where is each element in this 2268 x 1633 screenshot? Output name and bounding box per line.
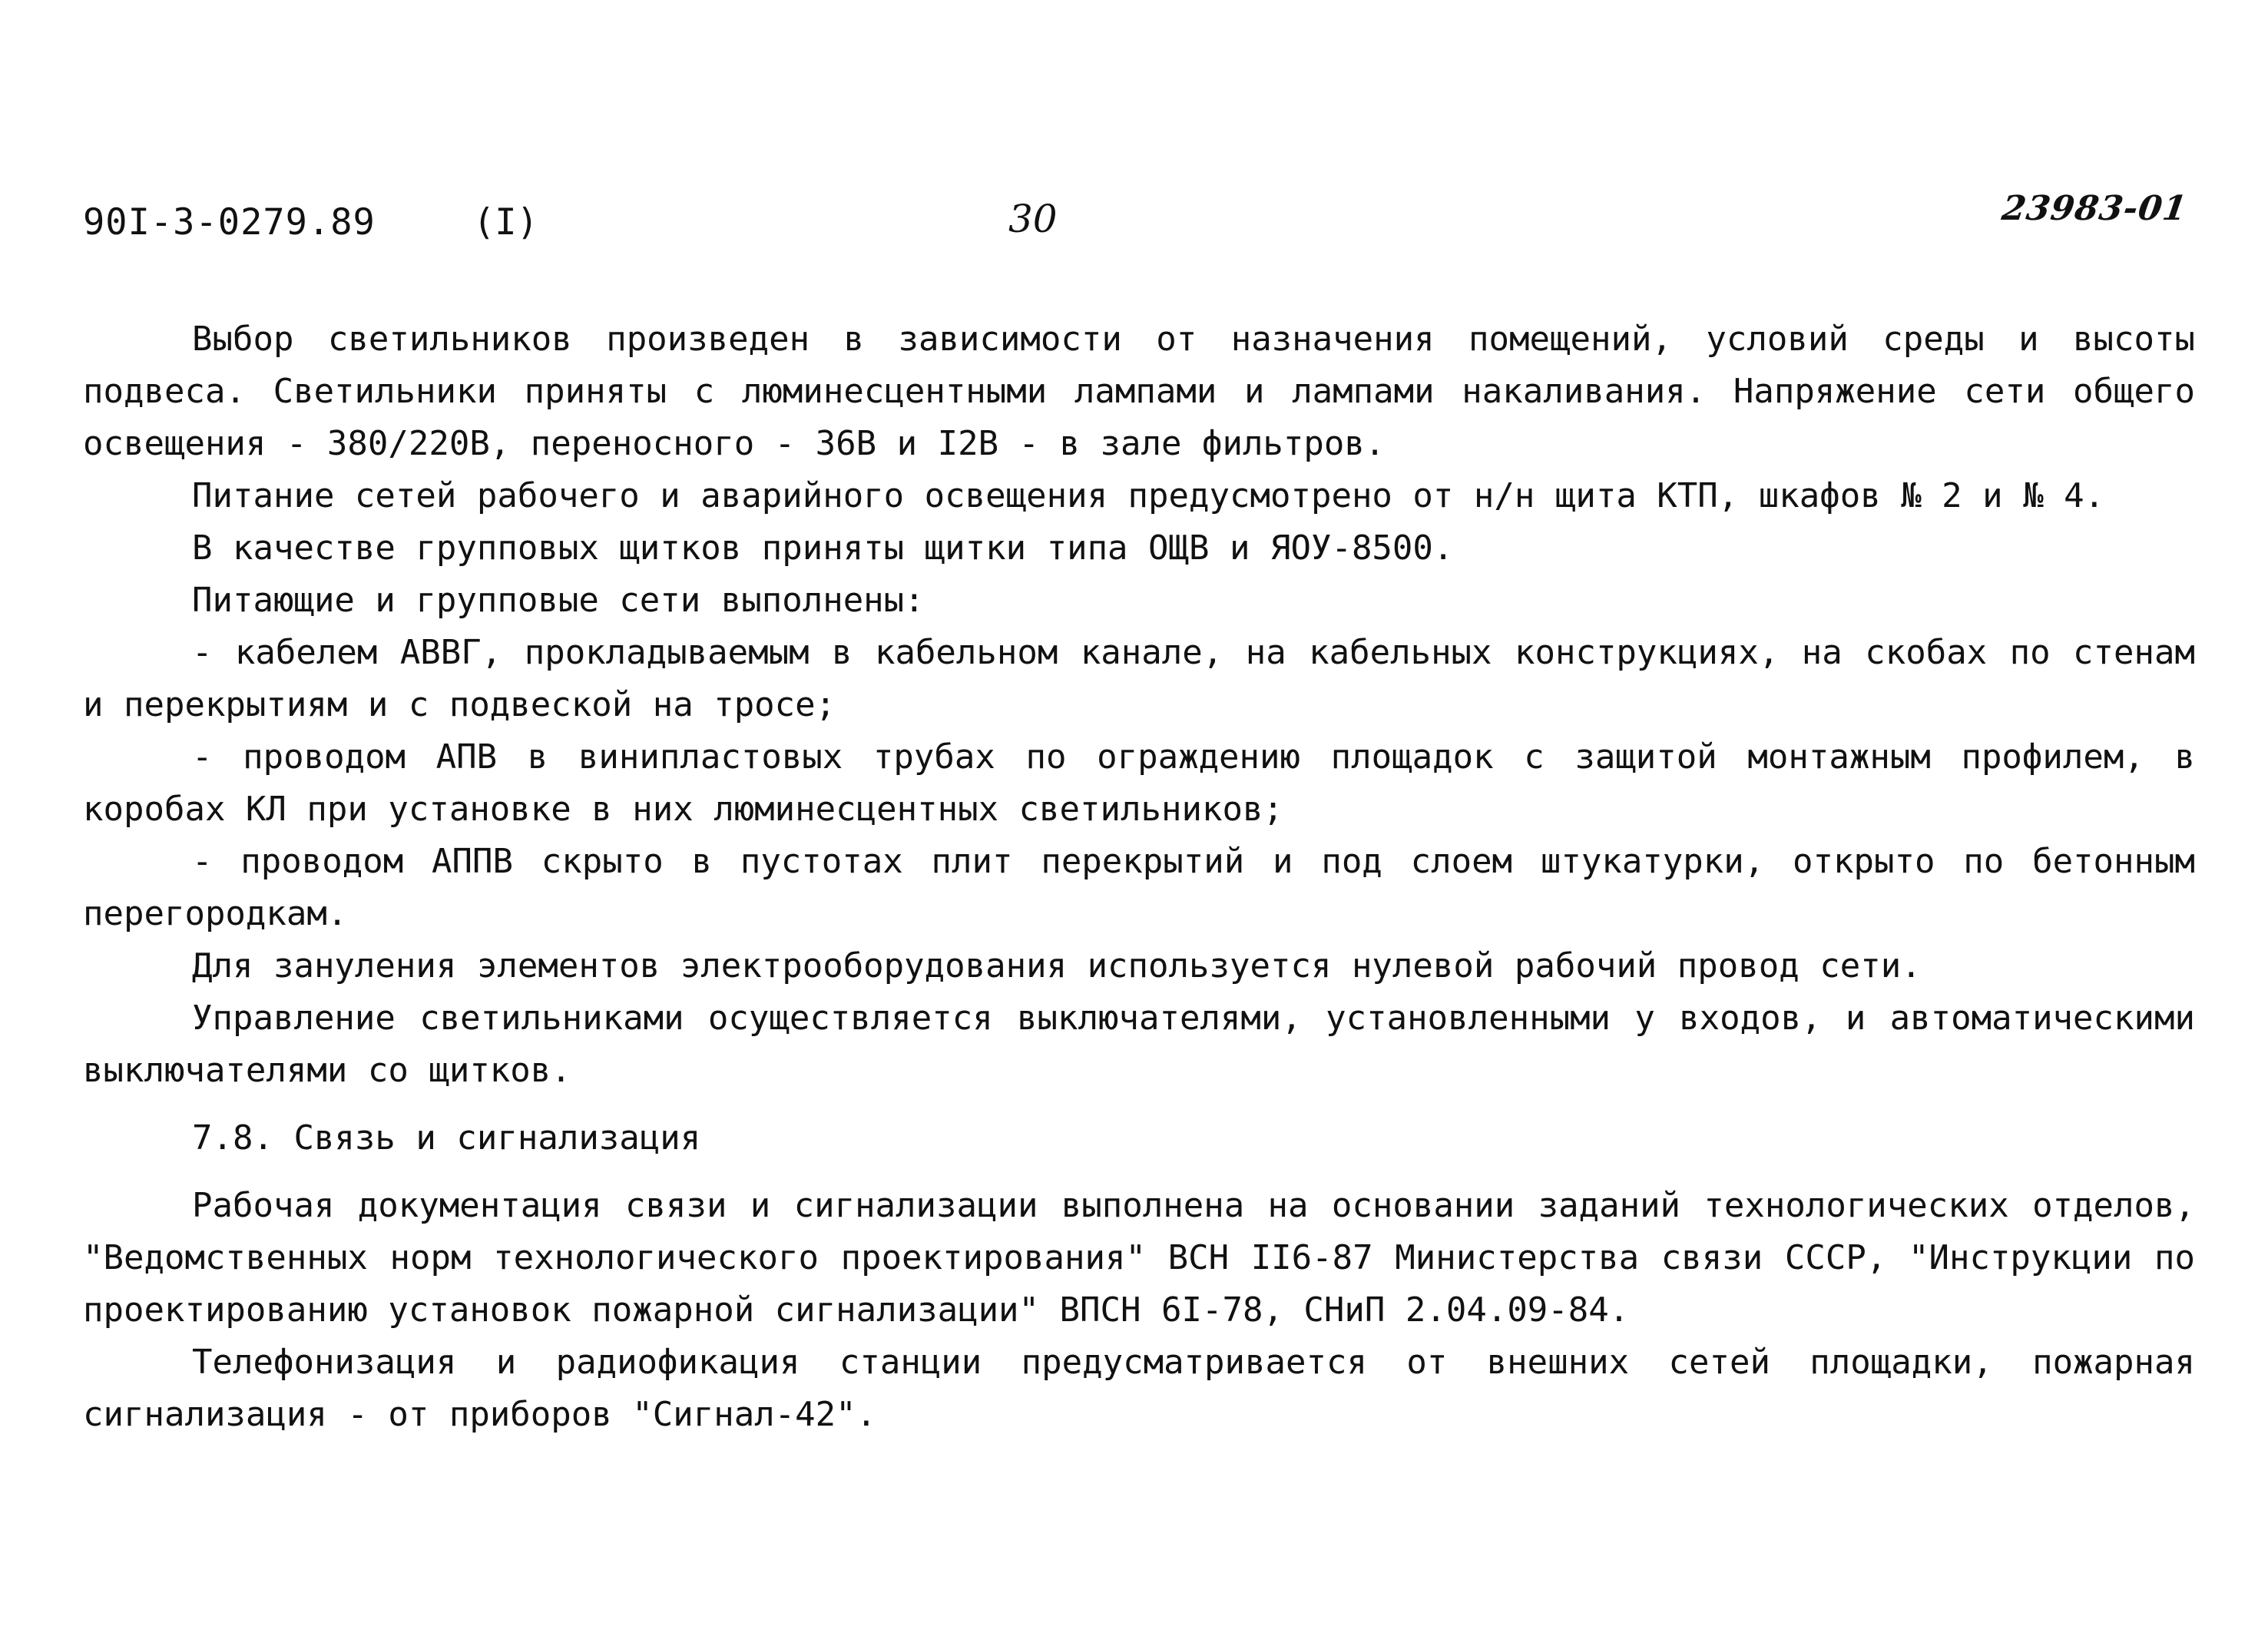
paragraph-telephony: Телефонизация и радиофикация станции предусматривается от внешних сетей площадки, пожарная сигнализация - от приборов "Сигнал-42".: [83, 1343, 2195, 1434]
page-header: [83, 189, 2190, 263]
body-text: [83, 313, 2195, 1441]
section-heading: 7.8. Связь и сигнализация: [192, 1118, 701, 1158]
paragraph-cable-avvg: - кабелем АВВГ, прокладываемым в кабельном канале, на кабельных конструкциях, на скобах по стенам и перекрытиям и с подвеской на тросе;: [83, 633, 2195, 724]
paragraph-grounding: Для зануления элементов электрооборудования используется нулевой рабочий провод сети.: [192, 946, 1922, 985]
inventory-number: 23983-01: [1999, 189, 2190, 228]
paragraph-group-panels: В качестве групповых щитков приняты щитки типа ОЩВ и ЯОУ-8500.: [192, 528, 1454, 568]
page-number: 30: [1008, 197, 1058, 241]
paragraph-wire-apv: - проводом АПВ в винипластовых трубах по ограждению площадок с защитой монтажным профилем, в коробах КЛ при установке в них люминесцентных светильников;: [83, 737, 2195, 829]
paragraph-wire-appv: - проводом АППВ скрыто в пустотах плит перекрытий и под слоем штукатурки, открыто по бетонным перегородкам.: [83, 842, 2195, 933]
paragraph-luminaires: Выбор светильников произведен в зависимости от назначения помещений, условий среды и высоты подвеса. Светильники приняты с люминесцентными лампами и лампами накаливания. Напряжение сети общего освещения - 380/220В, переносного - 36В и I2В - в зале фильтров.: [83, 320, 2195, 463]
paragraph-power-supply: Питание сетей рабочего и аварийного освещения предусмотрено от н/н щита КТП, шкафов № 2 и № 4.: [192, 476, 2105, 515]
document-part: (I): [473, 201, 538, 243]
paragraph-networks-intro: Питающие и групповые сети выполнены:: [192, 581, 925, 620]
paragraph-documentation: Рабочая документация связи и сигнализации выполнена на основании заданий технологических отделов, "Ведомственных норм технологического проектирования" ВСН II6-87 Министерства связи СССР, "Инструкции по проектированию установок пожарной сигнализации" ВПСН 6I-78, СНиП 2.04.09-84.: [83, 1186, 2195, 1330]
paragraph-control: Управление светильниками осуществляется выключателями, установленными у входов, и автоматическими выключателями со щитков.: [83, 999, 2195, 1090]
document-code: 90I-3-0279.89: [83, 201, 376, 243]
